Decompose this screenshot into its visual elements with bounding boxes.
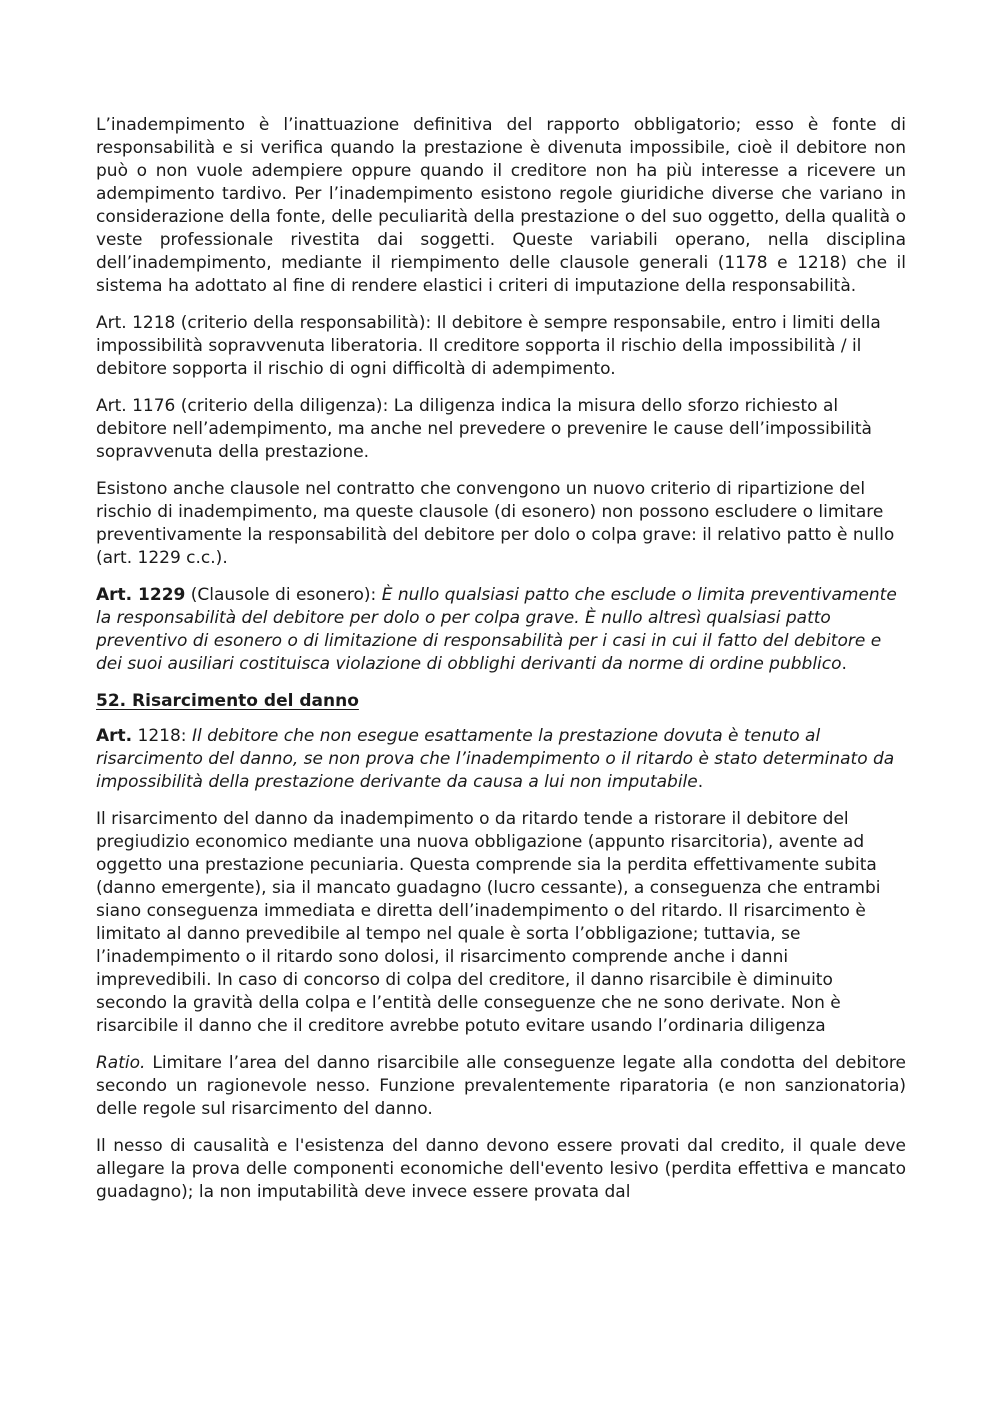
article-label: Art. [96,726,133,746]
article-quote: Il debitore che non esegue esattamente la prestazione dovuta è tenuto al risarcimento del danno, se non prova che l’inadempimento o il ritardo è stato determinato da impossibilità della prestazione derivante da causa a lui non imputabile [96,726,895,792]
section-heading-risarcimento: 52. Risarcimento del danno [96,691,359,711]
paragraph-risarcimento-danno: Il risarcimento del danno da inadempimento o da ritardo tende a ristorare il debitore del pregiudizio economico mediante una nuova obbligazione (appunto risarcitoria), avente ad oggetto una prestazione pecuniaria. Questa comprende sia la perdita effettivamente subita (danno emergente), sia il mancato guadagno (lucro cessante), a conseguenza che entrambi siano conseguenza immediata e diretta dell’inadempimento o del ritardo. Il risarcimento è limitato al danno prevedibile al tempo nel quale è sorta l’obbligazione; tuttavia, se l’inadempimento o il ritardo sono dolosi, il risarcimento comprende anche i danni imprevedibili. In caso di concorso di colpa del creditore, il danno risarcibile è diminuito secondo la gravità della colpa e l’entità delle conseguenze che ne sono derivate. Non è risarcibile il danno che il creditore avrebbe potuto evitare usando l’ordinaria diligenza [96,809,881,1036]
paragraph-inadempimento: L’inadempimento è l’inattuazione definitiva del rapporto obbligatorio; esso è fonte di responsabilità e si verifica quando la prestazione è divenuta impossibile, cioè il debitore non può o non vuole adempiere oppure quando il creditore non ha più interesse a ricevere un adempimento tardivo. Per l’inadempimento esistono regole giuridiche diverse che variano in considerazione della fonte, delle peculiarità della prestazione o del suo oggetto, della qualità o veste professionale rivestita dai soggetti. Queste variabili operano, nella disciplina dell’inadempimento, mediante il riempimento delle clausole generali (1178 e 1218) che il sistema ha adottato al fine di rendere elastici i criteri di imputazione della responsabilità. [96,115,906,296]
article-quote: È nullo qualsiasi patto che esclude o limita preventivamente la responsabilità del debitore per dolo o per colpa grave. È nullo altresì qualsiasi patto preventivo di esonero o di limitazione di responsabilità per i casi in cui il fatto del debitore e dei suoi ausiliari costituisca violazione di obblighi derivanti da norme di ordine pubblico [96,585,897,674]
ratio-label: Ratio. [96,1053,146,1073]
paragraph-ratio [96,1052,906,1121]
paragraph-art-1218-responsabilita: Art. 1218 (criterio della responsabilità): Il debitore è sempre responsabile, entro i limiti della impossibilità sopravvenuta liberatoria. Il creditore sopporta il rischio della impossibilità / il debitore sopporta il rischio di ogni difficoltà di adempimento. [96,313,881,379]
paragraph-art-1218-risarcimento [96,725,906,794]
paragraph-nesso-causalita: Il nesso di causalità e l'esistenza del danno devono essere provati dal credito, il quale deve allegare la prova delle componenti economiche dell'evento lesivo (perdita effettiva e mancato guadagno); la non imputabilità deve invece essere provata dal [96,1136,906,1202]
paragraph-clausole-esonero: Esistono anche clausole nel contratto che convengono un nuovo criterio di ripartizione del rischio di inadempimento, ma queste clausole (di esonero) non possono escludere o limitare preventivamente la responsabilità del debitore per dolo o colpa grave: il relativo patto è nullo (art. 1229 c.c.). [96,479,895,568]
article-label: Art. 1229 [96,585,186,605]
article-title: (Clausole di esonero): [185,585,382,605]
article-number: 1218: [132,726,192,746]
article-end: . [697,772,704,792]
paragraph-art-1176-diligenza: Art. 1176 (criterio della diligenza): La diligenza indica la misura dello sforzo richiesto al debitore nell’adempimento, ma anche nel prevedere o prevenire le cause dell’impossibilità sopravvenuta della prestazione. [96,396,872,462]
article-end: . [841,654,847,674]
ratio-text: Limitare l’area del danno risarcibile alle conseguenze legate alla condotta del debitore secondo un ragionevole nesso. Funzione prevalentemente riparatoria (e non sanzionatoria) delle regole sul risarcimento del danno. [96,1053,906,1119]
paragraph-art-1229 [96,584,906,676]
document-page [96,114,906,1218]
